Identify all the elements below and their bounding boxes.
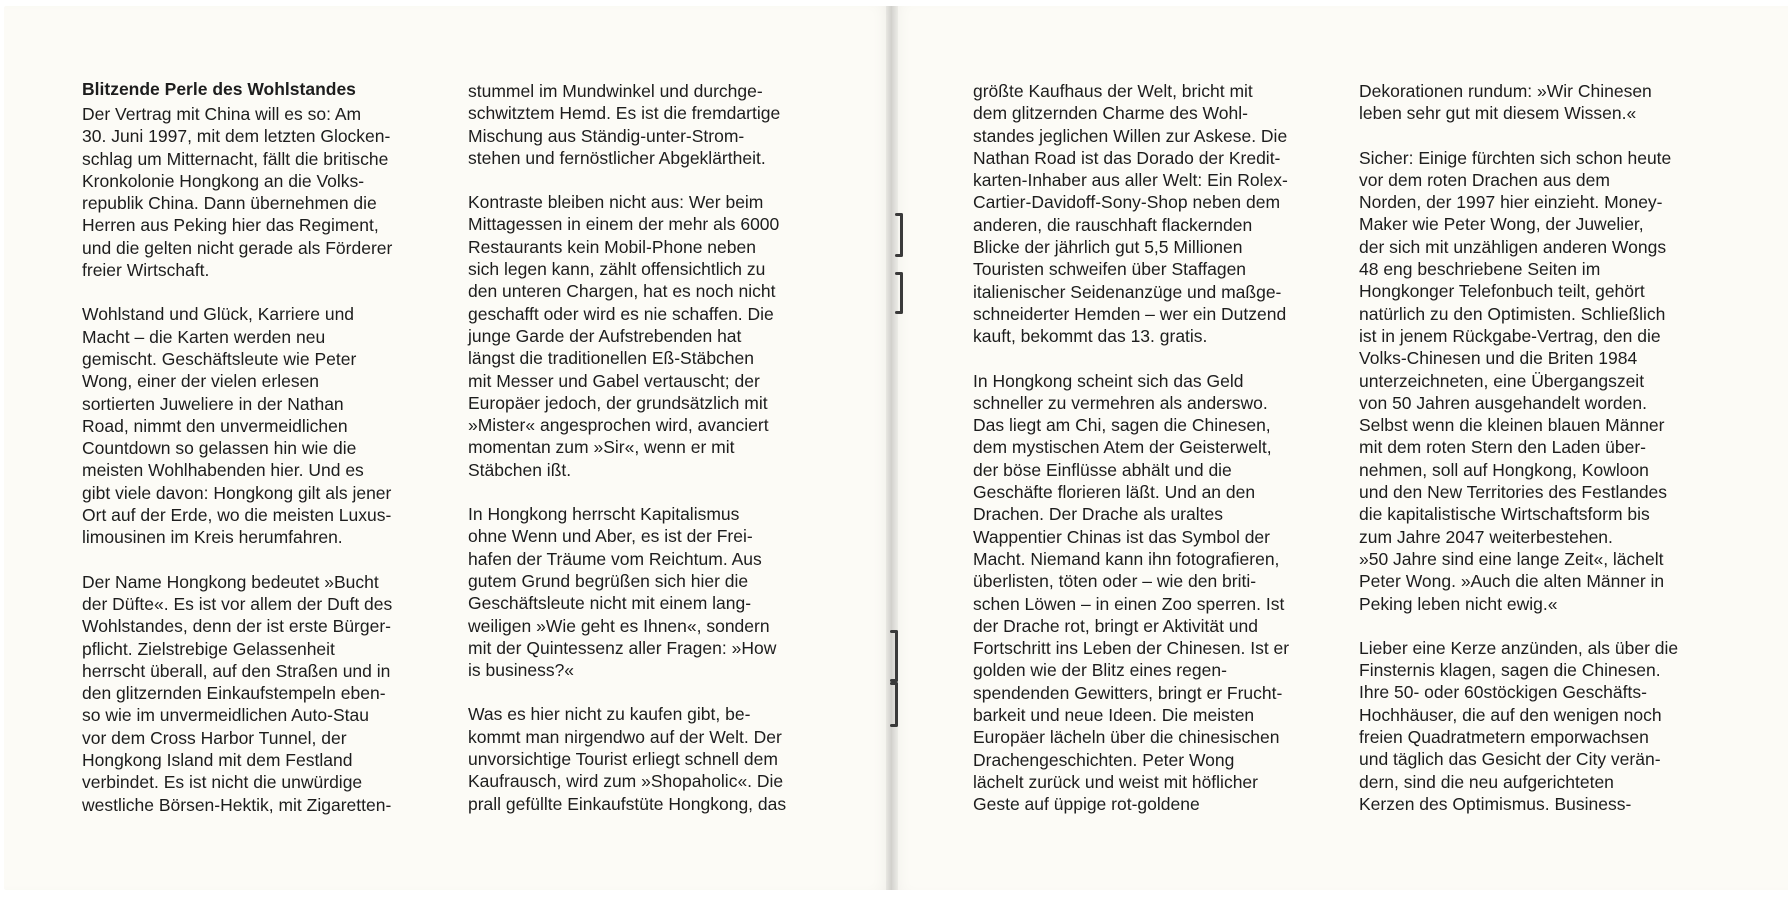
paragraph: Was es hier nicht zu kaufen gibt, be- kommt man nirgendwo auf der Welt. Der unvorsichtige Tourist erliegt schnell dem Kaufrausch, wird zum »Shopaholic«. Die prall gefüllte Einkaufstüte Hongkong, das	[468, 704, 787, 814]
text-column-2	[468, 80, 834, 815]
paragraph: größte Kaufhaus der Welt, bricht mit dem glitzernden Charme des Wohl- standes jeglichen Willen zur Askese. Die Nathan Road ist das Dorado der Kredit- karten-Inhaber aus aller Welt: Ein Rolex- Cartier-Davidoff-Sony-Shop neben dem anderen, die rauschhaft flackernden Blicke der jährlich gut 5,5 Millionen Touristen schweifen über Staffagen italienischer Seidenanzüge und maßge- schneiderter Hemden – wer ein Dutzend kauft, bekommt das 13. gratis.	[973, 81, 1288, 347]
paragraph: Lieber eine Kerze anzünden, als über die Finsternis klagen, sagen die Chinesen. Ihre 50- oder 60stöckigen Geschäfts- Hochhäuser, die auf den wenigen noch freien Quadratmetern emporwachsen und täglich das Gesicht der City verän- dern, sind die neu aufgerichteten Kerzen des Optimismus. Business-	[1359, 637, 1679, 814]
text-column-3	[973, 80, 1339, 816]
staple-top-lower	[900, 272, 903, 314]
staple-top-upper	[900, 213, 903, 257]
page-gutter	[886, 6, 898, 890]
paragraph: Sicher: Einige fürchten sich schon heute vor dem roten Drachen aus dem Norden, der 1997 hier einzieht. Money- Maker wie Peter Wong, der Juwelier, der sich mit unzähligen anderen Wongs 48 eng beschriebene Seiten im Hongkonger Telefonbuch teilt, gehört natürlich zu den Optimisten. Schließlich ist in jenem Rückgabe-Vertrag, den die Volks-Chinesen und die Briten 1984 unterzeichneten, eine Übergangszeit von 50 Jahren ausgehandelt worden. Selbst wenn die kleinen blauen Männer mit dem roten Stern den Laden über- nehmen, soll auf Hongkong, Kowloon und den New Territories des Festlandes die kapitalistische Wirtschaftsform bis zum Jahre 2047 weiterbestehen. »50 Jahre sind eine lange Zeit«, lächelt Peter Wong. »Auch die alten Männer in Peking leben nicht ewig.«	[1359, 147, 1672, 614]
paragraph: In Hongkong scheint sich das Geld schneller zu vermehren als anderswo. Das liegt am Chi, sagen die Chinesen, dem mystischen Atem der Geisterwelt, der böse Einflüsse abhält und die Geschäfte florieren läßt. Und an den Drachen. Der Drache als uraltes Wappentier Chinas ist das Symbol der Macht. Niemand kann ihn fotografieren, überlisten, töten oder – wie den briti- schen Löwen – in einen Zoo sperren. Ist der Drache rot, bringt er Aktivität und Fortschritt ins Leben der Chinesen. Ist er golden wie der Blitz eines regen- spendenden Gewitters, bringt er Frucht- barkeit und neue Ideen. Die meisten Europäer lächeln über die chinesischen Drachengeschichten. Peter Wong lächelt zurück und weist mit höflicher Geste auf üppige rot-goldene	[973, 370, 1290, 815]
staple-bottom-upper	[895, 630, 898, 682]
paragraph: Der Vertrag mit China will es so: Am 30. Juni 1997, mit dem letzten Glocken- schlag um Mitternacht, fällt die britische Kronkolonie Hongkong an die Volks- republik China. Dann übernehmen die Herren aus Peking hier das Regiment, und die gelten nicht gerade als Förderer freier Wirtschaft.	[82, 104, 393, 281]
paragraph: Kontraste bleiben nicht aus: Wer beim Mittagessen in einem der mehr als 6000 Restaurants kein Mobil-Phone neben sich legen kann, zählt offensichtlich zu den unteren Chargen, hat es noch nicht geschafft oder wird es nie schaffen. Die junge Garde der Aufstrebenden hat längst die traditionellen Eß-Stäbchen mit Messer und Gabel vertauscht; der Europäer jedoch, der grundsätzlich mit »Mister« angesprochen wird, avanciert momentan zum »Sir«, wenn er mit Stäbchen ißt.	[468, 192, 780, 480]
paragraph: Dekorationen rundum: »Wir Chinesen leben sehr gut mit diesem Wissen.«	[1359, 81, 1652, 124]
paragraph: Der Name Hongkong bedeutet »Bucht der Düfte«. Es ist vor allem der Duft des Wohlstandes, denn der ist erste Bürger- pflicht. Zielstrebige Gelassenheit herrscht überall, auf den Straßen und in den glitzernden Einkaufstempeln eben- so wie im unvermeidlichen Auto-Stau vor dem Cross Harbor Tunnel, der Hongkong Island mit dem Festland verbindet. Es ist nicht die unwürdige westliche Börsen-Hektik, mit Zigaretten-	[82, 571, 393, 815]
text-column-4	[1359, 80, 1725, 815]
text-column-1	[82, 78, 448, 816]
paragraph: stummel im Mundwinkel und durchge- schwitztem Hemd. Es ist die fremdartige Mischung aus Ständig-unter-Strom- stehen und fernöstlicher Abgeklärtheit.	[468, 81, 781, 168]
section-heading: Blitzende Perle des Wohlstandes	[82, 79, 356, 99]
staple-bottom-lower	[895, 682, 898, 727]
paragraph: In Hongkong herrscht Kapitalismus ohne Wenn und Aber, es ist der Frei- hafen der Träume vom Reichtum. Aus gutem Grund begrüßen sich hier die Geschäftsleute nicht mit einem lang- weiligen »Wie geht es Ihnen«, sondern mit der Quintessenz aller Fragen: »How is business?«	[468, 504, 777, 681]
paragraph: Wohlstand und Glück, Karriere und Macht – die Karten werden neu gemischt. Geschäftsleute wie Peter Wong, einer der vielen erlesen sortierten Juweliere in der Nathan Road, nimmt den unvermeidlichen Countdown so gelassen hin wie die meisten Wohlhabenden hier. Und es gibt viele davon: Hongkong gilt als jener Ort auf der Erde, wo die meisten Luxus- limousinen im Kreis herumfahren.	[82, 304, 392, 548]
